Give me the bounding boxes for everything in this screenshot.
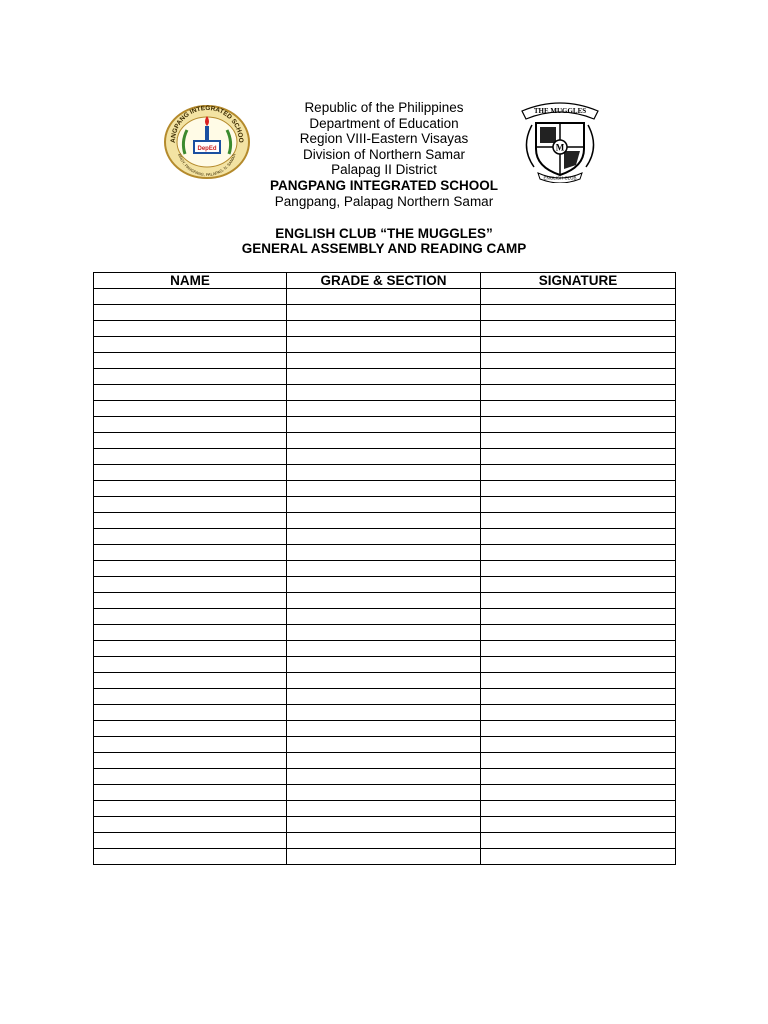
signature-cell[interactable] <box>481 337 676 353</box>
table-row <box>94 385 676 401</box>
name-cell[interactable] <box>94 673 287 689</box>
name-cell[interactable] <box>94 433 287 449</box>
signature-cell[interactable] <box>481 497 676 513</box>
name-cell[interactable] <box>94 801 287 817</box>
signature-cell[interactable] <box>481 673 676 689</box>
table-row <box>94 401 676 417</box>
signature-cell[interactable] <box>481 465 676 481</box>
grade-section-cell[interactable] <box>287 561 481 577</box>
letterhead-line-4: Division of Northern Samar <box>302 146 466 162</box>
name-cell[interactable] <box>94 593 287 609</box>
name-cell[interactable] <box>94 465 287 481</box>
name-cell[interactable] <box>94 417 287 433</box>
grade-section-cell[interactable] <box>287 433 481 449</box>
crest-top-text: THE MUGGLES <box>533 107 587 115</box>
name-cell[interactable] <box>94 401 287 417</box>
table-row <box>94 609 676 625</box>
signature-cell[interactable] <box>481 577 676 593</box>
table-row <box>94 369 676 385</box>
signature-cell[interactable] <box>481 641 676 657</box>
deped-badge-text: DepEd <box>197 146 217 152</box>
grade-section-cell[interactable] <box>287 369 481 385</box>
grade-section-cell[interactable] <box>287 753 481 769</box>
seal-ring-text: ANGPANG INTEGRATED SCHOO <box>169 104 245 144</box>
name-cell[interactable] <box>94 737 287 753</box>
grade-section-cell[interactable] <box>287 801 481 817</box>
table-row <box>94 449 676 465</box>
table-row <box>94 705 676 721</box>
table-row <box>94 321 676 337</box>
grade-section-cell[interactable] <box>287 833 481 849</box>
signature-cell[interactable] <box>481 561 676 577</box>
name-cell[interactable] <box>94 449 287 465</box>
signature-cell[interactable] <box>481 721 676 737</box>
name-cell[interactable] <box>94 641 287 657</box>
name-cell[interactable] <box>94 817 287 833</box>
signature-cell[interactable] <box>481 849 676 865</box>
grade-section-cell[interactable] <box>287 321 481 337</box>
title-line-2: GENERAL ASSEMBLY AND READING CAMP <box>241 241 527 256</box>
signature-cell[interactable] <box>481 737 676 753</box>
school-address: Pangpang, Palapag Northern Samar <box>274 193 494 209</box>
signature-cell[interactable] <box>481 609 676 625</box>
table-row <box>94 625 676 641</box>
title-line-1: ENGLISH CLUB “THE MUGGLES” <box>275 226 493 241</box>
grade-section-cell[interactable] <box>287 385 481 401</box>
table-row <box>94 305 676 321</box>
name-cell[interactable] <box>94 609 287 625</box>
name-cell[interactable] <box>94 369 287 385</box>
table-row <box>94 513 676 529</box>
table-row <box>94 337 676 353</box>
signature-cell[interactable] <box>481 321 676 337</box>
document-title <box>0 226 768 256</box>
grade-section-cell[interactable] <box>287 705 481 721</box>
grade-section-cell[interactable] <box>287 737 481 753</box>
signature-cell[interactable] <box>481 705 676 721</box>
table-row <box>94 817 676 833</box>
table-row <box>94 417 676 433</box>
signature-cell[interactable] <box>481 657 676 673</box>
grade-section-cell[interactable] <box>287 529 481 545</box>
grade-section-cell[interactable] <box>287 305 481 321</box>
signature-cell[interactable] <box>481 833 676 849</box>
grade-section-cell[interactable] <box>287 401 481 417</box>
grade-section-cell[interactable] <box>287 817 481 833</box>
grade-section-cell[interactable] <box>287 449 481 465</box>
table-row <box>94 641 676 657</box>
table-row <box>94 465 676 481</box>
table-row <box>94 833 676 849</box>
letterhead-line-5: Palapag II District <box>331 162 437 177</box>
table-row <box>94 849 676 865</box>
table-header-row <box>94 273 676 289</box>
name-cell[interactable] <box>94 513 287 529</box>
name-cell[interactable] <box>94 657 287 673</box>
name-cell[interactable] <box>94 529 287 545</box>
table-row <box>94 801 676 817</box>
signature-cell[interactable] <box>481 625 676 641</box>
signature-cell[interactable] <box>481 401 676 417</box>
grade-section-cell[interactable] <box>287 497 481 513</box>
school-name: PANGPANG INTEGRATED SCHOOL <box>269 177 498 193</box>
table-row <box>94 689 676 705</box>
table-row <box>94 737 676 753</box>
table-row <box>94 721 676 737</box>
signature-cell[interactable] <box>481 433 676 449</box>
signature-cell[interactable] <box>481 769 676 785</box>
seal-bottom-text: BRGY. PANGPANG, PALAPAG, N. SAMAR <box>177 153 237 178</box>
letterhead-line-2: Department of Education <box>309 115 459 131</box>
name-cell[interactable] <box>94 833 287 849</box>
signature-cell[interactable] <box>481 385 676 401</box>
table-row <box>94 433 676 449</box>
table-row <box>94 577 676 593</box>
grade-section-cell[interactable] <box>287 353 481 369</box>
signature-cell[interactable] <box>481 801 676 817</box>
header-grade-section: GRADE & SECTION <box>287 273 481 289</box>
grade-section-cell[interactable] <box>287 625 481 641</box>
attendance-table <box>93 272 676 865</box>
signature-cell[interactable] <box>481 689 676 705</box>
signature-cell[interactable] <box>481 529 676 545</box>
signature-cell[interactable] <box>481 481 676 497</box>
header-signature: SIGNATURE <box>481 273 676 289</box>
letterhead-line-3: Region VIII-Eastern Visayas <box>299 131 469 146</box>
name-cell[interactable] <box>94 305 287 321</box>
grade-section-cell[interactable] <box>287 641 481 657</box>
name-cell[interactable] <box>94 705 287 721</box>
grade-section-cell[interactable] <box>287 577 481 593</box>
table-row <box>94 785 676 801</box>
signature-cell[interactable] <box>481 353 676 369</box>
signature-cell[interactable] <box>481 449 676 465</box>
grade-section-cell[interactable] <box>287 673 481 689</box>
grade-section-cell[interactable] <box>287 657 481 673</box>
grade-section-cell[interactable] <box>287 289 481 305</box>
table-row <box>94 353 676 369</box>
name-cell[interactable] <box>94 481 287 497</box>
grade-section-cell[interactable] <box>287 609 481 625</box>
crest-letter: M <box>555 142 565 153</box>
table-row <box>94 481 676 497</box>
table-row <box>94 673 676 689</box>
name-cell[interactable] <box>94 497 287 513</box>
table-row <box>94 497 676 513</box>
signature-cell[interactable] <box>481 305 676 321</box>
table-body <box>94 289 676 865</box>
crest-bottom-text: ENGLISH CLUB <box>543 175 577 181</box>
grade-section-cell[interactable] <box>287 593 481 609</box>
name-cell[interactable] <box>94 577 287 593</box>
name-cell[interactable] <box>94 321 287 337</box>
grade-section-cell[interactable] <box>287 545 481 561</box>
grade-section-cell[interactable] <box>287 417 481 433</box>
name-cell[interactable] <box>94 753 287 769</box>
signature-cell[interactable] <box>481 289 676 305</box>
signature-cell[interactable] <box>481 369 676 385</box>
signature-cell[interactable] <box>481 817 676 833</box>
name-cell[interactable] <box>94 785 287 801</box>
signature-cell[interactable] <box>481 753 676 769</box>
table-row <box>94 769 676 785</box>
letterhead-line-1: Republic of the Philippines <box>304 100 464 115</box>
table-row <box>94 529 676 545</box>
table-row <box>94 289 676 305</box>
grade-section-cell[interactable] <box>287 769 481 785</box>
name-cell[interactable] <box>94 689 287 705</box>
table-row <box>94 593 676 609</box>
grade-section-cell[interactable] <box>287 337 481 353</box>
grade-section-cell[interactable] <box>287 465 481 481</box>
name-cell[interactable] <box>94 721 287 737</box>
signature-cell[interactable] <box>481 417 676 433</box>
table-row <box>94 753 676 769</box>
grade-section-cell[interactable] <box>287 785 481 801</box>
table-row <box>94 545 676 561</box>
grade-section-cell[interactable] <box>287 481 481 497</box>
signature-cell[interactable] <box>481 593 676 609</box>
grade-section-cell[interactable] <box>287 721 481 737</box>
table-row <box>94 657 676 673</box>
name-cell[interactable] <box>94 625 287 641</box>
name-cell[interactable] <box>94 561 287 577</box>
signature-cell[interactable] <box>481 545 676 561</box>
signature-cell[interactable] <box>481 785 676 801</box>
name-cell[interactable] <box>94 769 287 785</box>
table-row <box>94 561 676 577</box>
name-cell[interactable] <box>94 385 287 401</box>
name-cell[interactable] <box>94 353 287 369</box>
letterhead <box>0 100 768 209</box>
name-cell[interactable] <box>94 337 287 353</box>
grade-section-cell[interactable] <box>287 849 481 865</box>
name-cell[interactable] <box>94 289 287 305</box>
name-cell[interactable] <box>94 849 287 865</box>
signature-cell[interactable] <box>481 513 676 529</box>
name-cell[interactable] <box>94 545 287 561</box>
grade-section-cell[interactable] <box>287 689 481 705</box>
header-name: NAME <box>94 273 287 289</box>
grade-section-cell[interactable] <box>287 513 481 529</box>
